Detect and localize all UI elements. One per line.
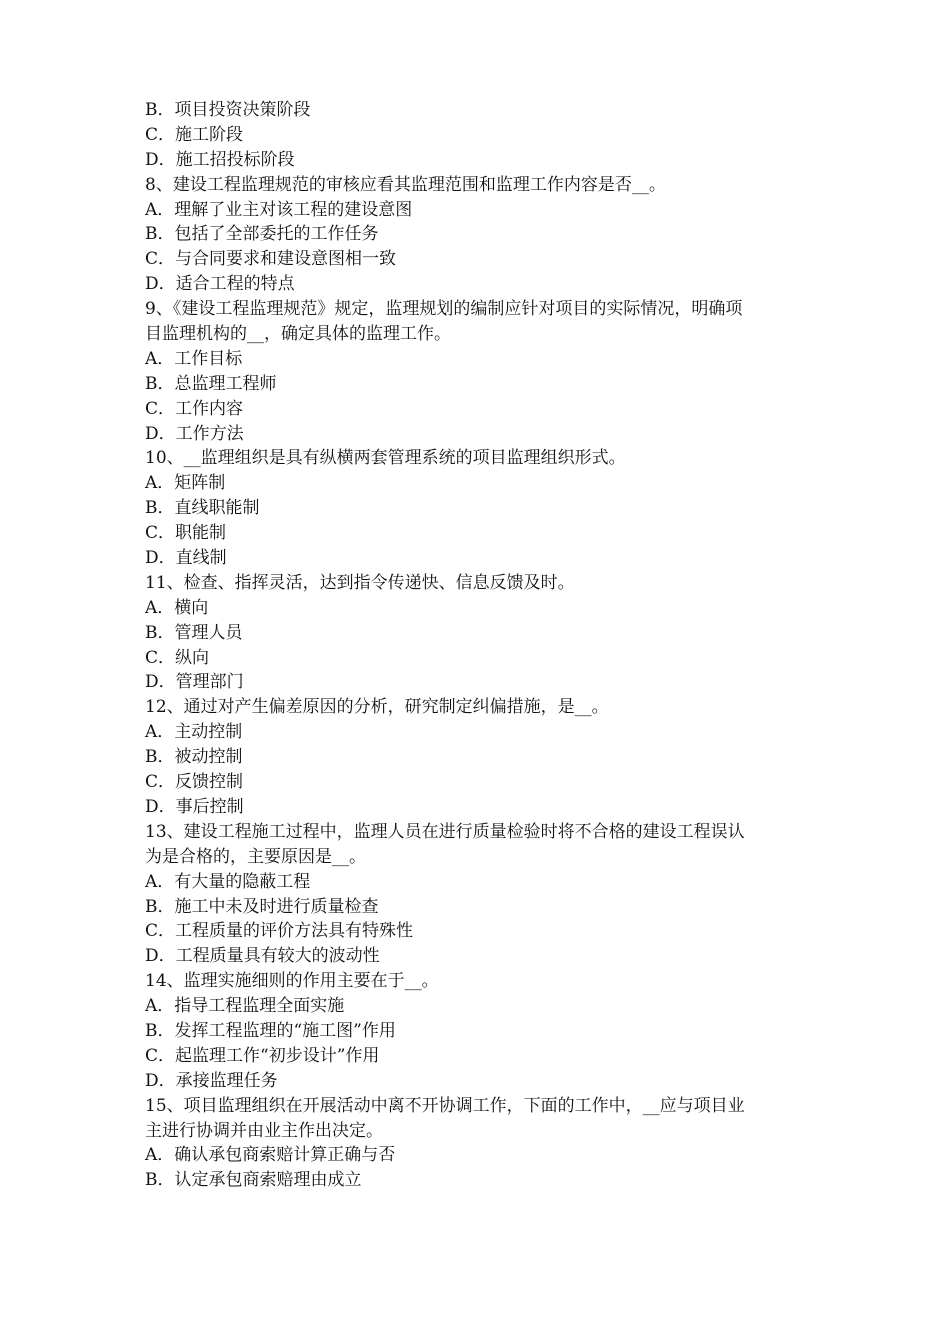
option-line: C．工程质量的评价方法具有特殊性 [145, 921, 414, 942]
option-line: D．承接监理任务 [145, 1070, 278, 1091]
option-line: B．项目投资决策阶段 [145, 100, 311, 120]
option-line: B．发挥工程监理的“施工图”作用 [145, 1020, 396, 1041]
exam-question-list [145, 98, 817, 1193]
option-line: D．工程质量具有较大的波动性 [145, 946, 380, 967]
question-line: 8、建设工程监理规范的审核应看其监理范围和监理工作内容是否__。 [145, 174, 666, 195]
option-line: D．事后控制 [145, 796, 244, 817]
option-line: A．有大量的隐蔽工程 [145, 871, 311, 892]
option-line: A．主动控制 [145, 722, 243, 743]
option-line: C．与合同要求和建设意图相一致 [145, 249, 397, 270]
option-line: B．被动控制 [145, 747, 243, 768]
option-line: C．施工阶段 [145, 124, 244, 145]
option-line: C．起监理工作“初步设计”作用 [145, 1045, 380, 1066]
option-line: A．横向 [145, 597, 209, 618]
option-line: B．直线职能制 [145, 498, 260, 519]
question-line: 13、建设工程施工过程中，监理人员在进行质量检验时将不合格的建设工程误认 [145, 821, 745, 842]
question-line: 11、检查、指挥灵活，达到指令传递快、信息反馈及时。 [145, 572, 575, 593]
option-line: C．职能制 [145, 523, 227, 544]
option-line: C．工作内容 [145, 398, 244, 419]
option-line: B．总监理工程师 [145, 373, 277, 394]
question-line: 9、《建设工程监理规范》规定，监理规划的编制应针对项目的实际情况，明确项 [145, 299, 743, 320]
question-continuation-line: 目监理机构的__，确定具体的监理工作。 [145, 324, 451, 345]
option-line: C．反馈控制 [145, 772, 244, 793]
question-line: 10、__监理组织是具有纵横两套管理系统的项目监理组织形式。 [145, 448, 626, 469]
option-line: B．管理人员 [145, 622, 243, 643]
option-line: D．施工招投标阶段 [145, 149, 295, 170]
option-line: A．矩阵制 [145, 473, 226, 494]
option-line: C．纵向 [145, 647, 210, 668]
question-continuation-line: 为是合格的，主要原因是__。 [145, 846, 366, 867]
question-line: 14、监理实施细则的作用主要在于__。 [145, 971, 439, 992]
option-line: A．确认承包商索赔计算正确与否 [145, 1145, 396, 1166]
option-line: D．工作方法 [145, 423, 244, 444]
question-line: 15、项目监理组织在开展活动中离不开协调工作，下面的工作中，__应与项目业 [145, 1095, 745, 1116]
option-line: D．管理部门 [145, 672, 244, 693]
question-continuation-line: 主进行协调并由业主作出决定。 [145, 1120, 383, 1141]
option-line: D．适合工程的特点 [145, 274, 295, 295]
question-line: 12、通过对产生偏差原因的分析，研究制定纠偏措施，是__。 [145, 697, 609, 718]
option-line: A．指导工程监理全面实施 [145, 996, 345, 1017]
option-line: B．施工中未及时进行质量检查 [145, 896, 379, 917]
option-line: B．包括了全部委托的工作任务 [145, 224, 379, 245]
option-line: B．认定承包商索赔理由成立 [145, 1170, 362, 1191]
option-line: D．直线制 [145, 548, 227, 569]
option-line: A．理解了业主对该工程的建设意图 [145, 199, 413, 220]
option-line: A．工作目标 [145, 348, 243, 369]
